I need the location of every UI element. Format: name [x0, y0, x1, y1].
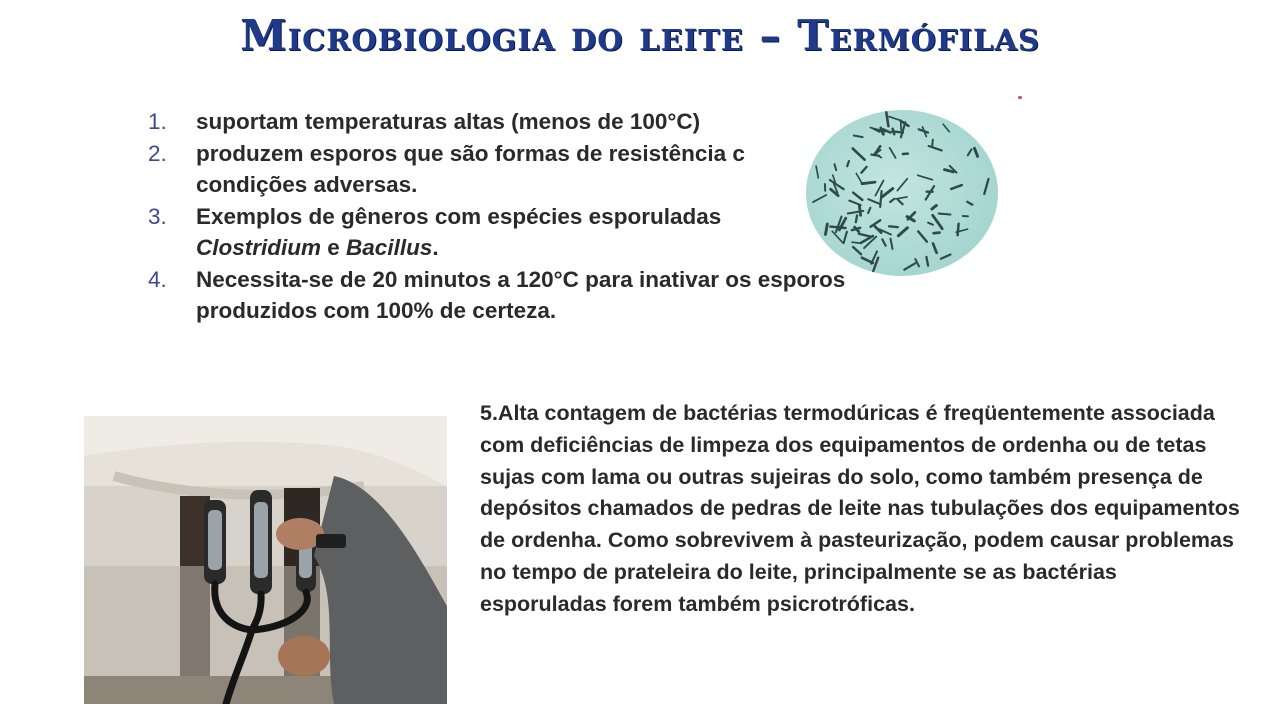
bacterium-rod: [813, 195, 826, 202]
bacterium-rod: [929, 146, 942, 150]
bacterium-rod: [967, 202, 972, 205]
bacterium-rod: [932, 140, 933, 147]
bacterium-rod: [892, 131, 903, 132]
bacteria-rods: [806, 110, 998, 276]
list-number: 3.: [148, 203, 167, 229]
bacterium-rod: [868, 199, 879, 204]
bacterium-rod: [918, 175, 932, 179]
milking-machine-photo: [84, 416, 447, 704]
milking-illustration: [84, 416, 447, 704]
bacterium-rod: [934, 233, 940, 234]
bacterium-rod: [984, 179, 988, 194]
bacterium-rod: [832, 231, 843, 243]
conjunction: e: [321, 235, 347, 260]
bacterium-rod: [890, 199, 894, 202]
list-text: [196, 201, 848, 264]
bacterium-rod: [958, 224, 959, 235]
bacterium-rod: [933, 215, 943, 228]
bacteria-micrograph-image: [806, 110, 998, 276]
list-text-before: Exemplos de gêneros com espécies esporuladas: [196, 203, 722, 229]
bacterium-rod: [859, 234, 872, 237]
bacterium-rod: [928, 223, 933, 225]
bacterium-rod: [926, 257, 928, 266]
bacterium-rod: [939, 214, 951, 215]
bacterium-rod: [830, 180, 844, 189]
bacterium-rod: [852, 242, 859, 243]
list-number: 2.: [148, 140, 167, 166]
bacterium-rod: [943, 124, 949, 132]
bacterium-rod: [849, 201, 861, 206]
bacterium-rod: [951, 185, 962, 189]
list-text-after: .: [432, 235, 439, 260]
genus-clostridium: Clostridium: [196, 235, 322, 260]
decorative-dot: [1018, 96, 1022, 99]
bacterium-rod: [856, 215, 857, 222]
bacterium-rod: [862, 182, 875, 184]
bacterium-rod: [889, 117, 901, 121]
bacterium-rod: [968, 149, 972, 155]
bacterium-rod: [926, 186, 934, 200]
bacterium-rod: [904, 263, 915, 269]
list-item: [148, 201, 848, 264]
list-number: 1.: [148, 109, 167, 134]
bacterium-rod: [861, 167, 866, 173]
bacterium-rod: [897, 179, 907, 191]
explanation-paragraph: 5.Alta contagem de bactérias termodúricas é freqüentemente associada com deficiências de limpeza dos equipamentos de ordenha ou de tetas sujas com lama ou outras sujeiras do solo, como também presença de depósitos chamados de pedras de leite nas tubulações dos equipamentos de ordenha. Como sobrevivem à pasteurização, podem causar problemas no tempo de prateleira do leite, principalmente se as bactérias esporuladas forem também psicrotróficas.: [480, 401, 1240, 616]
genus-bacillus: Bacillus: [346, 235, 433, 260]
bacterium-rod: [859, 205, 860, 215]
list-number: 4.: [148, 266, 167, 292]
bacterium-rod: [856, 174, 862, 184]
bacterium-rod: [889, 226, 898, 227]
bacterium-rod: [898, 200, 903, 204]
bacterium-rod: [852, 228, 860, 230]
bacterium-rod: [891, 239, 893, 249]
bacterium-rod: [918, 231, 927, 241]
bacterium-rod: [882, 189, 893, 197]
bacterium-rod: [853, 149, 865, 160]
bacterium-rod: [945, 170, 954, 172]
bacterium-rod: [941, 255, 951, 259]
bacterium-rod: [898, 228, 907, 236]
bacterium-rod: [853, 193, 862, 200]
bacterium-rod: [886, 112, 888, 126]
slide-title: Microbiologia do leite – Termófilas: [240, 11, 1040, 60]
list-text: produzem esporos que são formas de resistência c condições adversas.: [196, 140, 745, 197]
list-item: [148, 106, 848, 138]
bacterium-rod: [880, 191, 881, 207]
properties-list: [148, 106, 848, 327]
bacterium-rod: [896, 197, 907, 199]
bacterium-rod: [854, 136, 863, 138]
list-item: [148, 264, 848, 327]
bacterium-rod: [932, 206, 936, 210]
list-item: [148, 138, 848, 201]
bacterium-rod: [862, 258, 873, 263]
bacterium-rod: [826, 224, 828, 234]
list-text: suportam temperaturas altas (menos de 100°C): [196, 109, 701, 134]
bacterium-rod: [868, 208, 870, 213]
bacterium-rod: [890, 148, 896, 158]
bacterium-rod: [847, 161, 849, 166]
bacterium-rod: [844, 232, 847, 243]
list-text: Necessita-se de 20 minutos a 120°C para inativar os esporos produzidos com 100% de certeza.: [196, 266, 846, 323]
bacterium-rod: [835, 164, 837, 170]
bacterium-rod: [882, 239, 885, 245]
bacterium-rod: [816, 166, 818, 178]
bacterium-rod: [975, 148, 978, 156]
bacterium-rod: [853, 247, 861, 254]
bacterium-rod: [933, 244, 937, 253]
